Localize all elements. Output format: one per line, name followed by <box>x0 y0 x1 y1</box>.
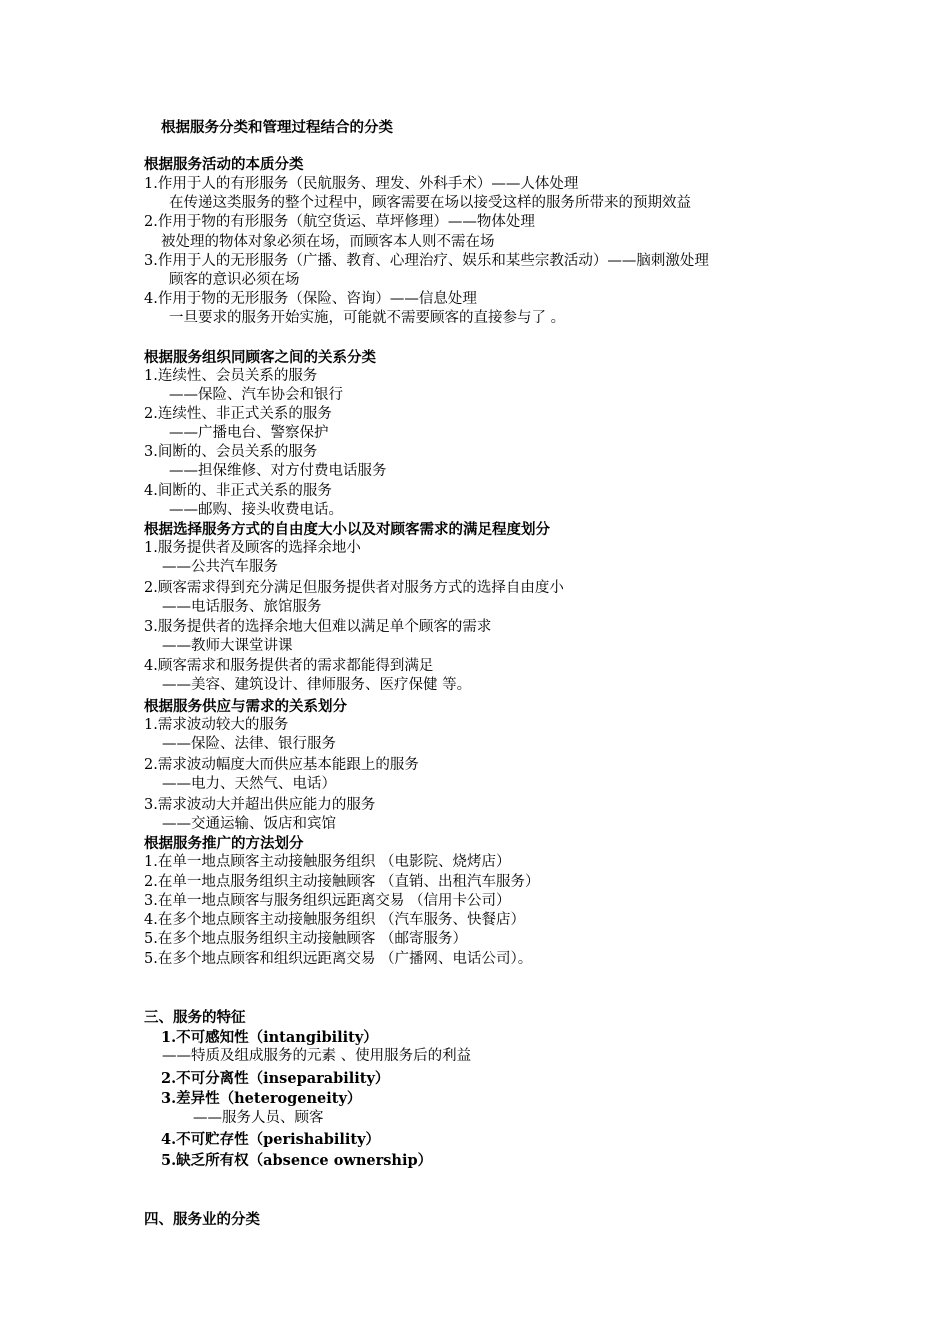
section-heading-freedom: 根据选择服务方式的自由度大小以及对顾客需求的满足程度划分 <box>144 521 550 538</box>
list-item: 3.在单一地点顾客与服务组织远距离交易 （信用卡公司） <box>144 893 511 909</box>
list-item-detail: 被处理的物体对象必须在场，而顾客本人则不需在场 <box>161 234 495 250</box>
section-heading-promotion: 根据服务推广的方法划分 <box>144 835 304 852</box>
list-item-detail: ——电话服务、旅馆服务 <box>162 599 322 615</box>
list-item: 2.连续性、非正式关系的服务 <box>144 406 332 422</box>
list-item: 5.缺乏所有权（absence ownership） <box>161 1152 433 1169</box>
document-title: 根据服务分类和管理过程结合的分类 <box>161 119 393 136</box>
list-item-detail: ——教师大课堂讲课 <box>162 638 293 654</box>
list-item-detail: ——交通运输、饭店和宾馆 <box>162 816 336 832</box>
list-item: 1.作用于人的有形服务（民航服务、理发、外科手术）——人体处理 <box>144 176 579 192</box>
list-item: 3.作用于人的无形服务（广播、教育、心理治疗、娱乐和某些宗教活动）——脑刺激处理 <box>144 253 709 269</box>
list-item: 2.在单一地点服务组织主动接触顾客 （直销、出租汽车服务） <box>144 874 540 890</box>
list-item: 1.在单一地点顾客主动接触服务组织 （电影院、烧烤店） <box>144 854 511 870</box>
list-item: 4.间断的、非正式关系的服务 <box>144 483 332 499</box>
section-heading-nature: 根据服务活动的本质分类 <box>144 156 304 173</box>
section-heading-supply-demand: 根据服务供应与需求的关系划分 <box>144 698 347 715</box>
list-item: 1.连续性、会员关系的服务 <box>144 368 318 384</box>
section-heading-industry: 四、服务业的分类 <box>144 1211 260 1228</box>
list-item: 2.顾客需求得到充分满足但服务提供者对服务方式的选择自由度小 <box>144 580 564 596</box>
list-item: 1.服务提供者及顾客的选择余地小 <box>144 540 361 556</box>
list-item-detail: ——担保维修、对方付费电话服务 <box>169 463 387 479</box>
list-item-detail: ——服务人员、顾客 <box>193 1110 324 1126</box>
list-item: 4.在多个地点顾客主动接触服务组织 （汽车服务、快餐店） <box>144 912 525 928</box>
list-item-detail: 顾客的意识必须在场 <box>169 272 300 288</box>
list-item: 4.顾客需求和服务提供者的需求都能得到满足 <box>144 658 434 674</box>
list-item: 3.差异性（heterogeneity） <box>161 1090 362 1107</box>
list-item: 2.需求波动幅度大而供应基本能跟上的服务 <box>144 757 419 773</box>
list-item: 1.需求波动较大的服务 <box>144 717 289 733</box>
list-item-detail: ——保险、法律、银行服务 <box>162 736 336 752</box>
list-item-detail: ——广播电台、警察保护 <box>169 425 329 441</box>
list-item-detail: ——邮购、接头收费电话。 <box>169 502 343 518</box>
list-item: 3.需求波动大并超出供应能力的服务 <box>144 797 376 813</box>
list-item: 5.在多个地点服务组织主动接触顾客 （邮寄服务） <box>144 931 467 947</box>
list-item: 5.在多个地点顾客和组织远距离交易 （广播网、电话公司）。 <box>144 951 533 967</box>
list-item: 4.不可贮存性（perishability） <box>161 1131 381 1148</box>
list-item: 2.不可分离性（inseparability） <box>161 1070 390 1087</box>
list-item-detail: 一旦要求的服务开始实施，可能就不需要顾客的直接参与了 。 <box>169 310 566 326</box>
section-heading-characteristics: 三、服务的特征 <box>144 1009 246 1026</box>
list-item: 1.不可感知性（intangibility） <box>161 1029 378 1046</box>
list-item-detail: ——特质及组成服务的元素 、使用服务后的利益 <box>162 1048 472 1064</box>
list-item-detail: 在传递这类服务的整个过程中，顾客需要在场以接受这样的服务所带来的预期效益 <box>169 195 691 211</box>
list-item-detail: ——公共汽车服务 <box>162 559 278 575</box>
list-item-detail: ——保险、汽车协会和银行 <box>169 387 343 403</box>
list-item: 4.作用于物的无形服务（保险、咨询）——信息处理 <box>144 291 477 307</box>
list-item: 2.作用于物的有形服务（航空货运、草坪修理）——物体处理 <box>144 214 535 230</box>
list-item-detail: ——美容、建筑设计、律师服务、医疗保健 等。 <box>162 677 472 693</box>
list-item: 3.间断的、会员关系的服务 <box>144 444 318 460</box>
section-heading-relationship: 根据服务组织同顾客之间的关系分类 <box>144 349 376 366</box>
list-item-detail: ——电力、天然气、电话） <box>162 776 336 792</box>
list-item: 3.服务提供者的选择余地大但难以满足单个顾客的需求 <box>144 619 492 635</box>
